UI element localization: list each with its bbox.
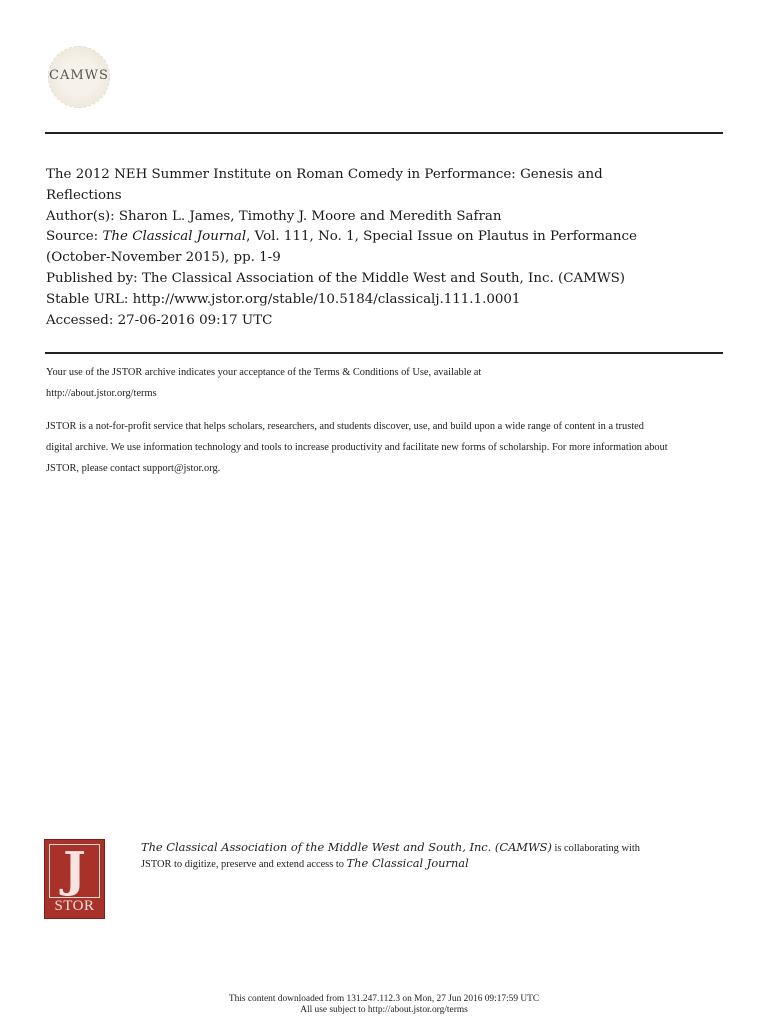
authors-value: Sharon L. James, Timothy J. Moore and Meredith Safran: [118, 208, 502, 224]
terms-link[interactable]: http://about.jstor.org/terms: [46, 388, 157, 399]
camws-logo-text: CAMWS: [49, 68, 109, 83]
source-journal: The Classical Journal: [102, 229, 247, 245]
top-divider: [45, 132, 723, 134]
jstor-info-line3: JSTOR, please contact support@jstor.org.: [46, 463, 221, 474]
source-line: [46, 227, 726, 248]
publisher-value: The Classical Association of the Middle West and South, Inc. (CAMWS): [141, 270, 626, 286]
collab-text2: JSTOR to digitize, preserve and extend access to: [141, 859, 347, 870]
footer-line1: This content downloaded from 131.247.112.3 on Mon, 27 Jun 2016 09:17:59 UTC: [228, 994, 540, 1004]
article-title-line1: The 2012 NEH Summer Institute on Roman Comedy in Performance: Genesis and: [46, 167, 603, 182]
terms-line1: Your use of the JSTOR archive indicates your acceptance of the Terms & Conditions of Use, available at: [46, 367, 482, 378]
collab-journal: The Classical Journal: [346, 856, 469, 870]
source-details: , Vol. 111, No. 1, Special Issue on Plautus in Performance: [246, 229, 637, 245]
authors-line: [46, 207, 726, 228]
citation-block: [46, 165, 726, 331]
accessed-value: 27-06-2016 09:17 UTC: [117, 312, 273, 328]
jstor-info-line2: digital archive. We use information technology and tools to increase productivity and facilitate new forms of scholarship. For more information about: [46, 442, 668, 453]
collab-text1: is collaborating with: [551, 843, 640, 854]
collab-org: The Classical Association of the Middle West and South, Inc. (CAMWS): [141, 840, 552, 854]
jstor-info-line1: JSTOR is a not-for-profit service that helps scholars, researchers, and students discover, use, and build upon a wide range of content in a trusted: [46, 421, 644, 432]
download-footer: [0, 994, 768, 1016]
published-label: Published by:: [46, 270, 138, 286]
source-label: Source:: [46, 229, 99, 245]
footer-line2: All use subject to http://about.jstor.org/terms: [300, 1005, 468, 1015]
jstor-logo-word: STOR: [54, 898, 95, 914]
published-line: [46, 269, 726, 290]
source-line2: (October-November 2015), pp. 1-9: [46, 250, 281, 266]
terms-notice: [46, 362, 726, 479]
middle-divider: [45, 352, 723, 354]
camws-logo: [44, 46, 114, 106]
authors-label: Author(s):: [46, 208, 115, 224]
accessed-label: Accessed:: [46, 312, 114, 328]
stable-url-label: Stable URL:: [46, 291, 129, 307]
stable-url-link[interactable]: http://www.jstor.org/stable/10.5184/classicalj.111.1.0001: [132, 291, 521, 307]
collaboration-statement: [141, 840, 731, 872]
accessed-line: [46, 311, 726, 332]
jstor-logo-letter: J: [63, 842, 86, 898]
article-title-line2: Reflections: [46, 187, 122, 203]
stable-url-line: [46, 290, 726, 311]
jstor-logo-icon: [44, 839, 105, 919]
collaboration-line2: [141, 856, 731, 872]
collaboration-line1: [141, 840, 731, 856]
